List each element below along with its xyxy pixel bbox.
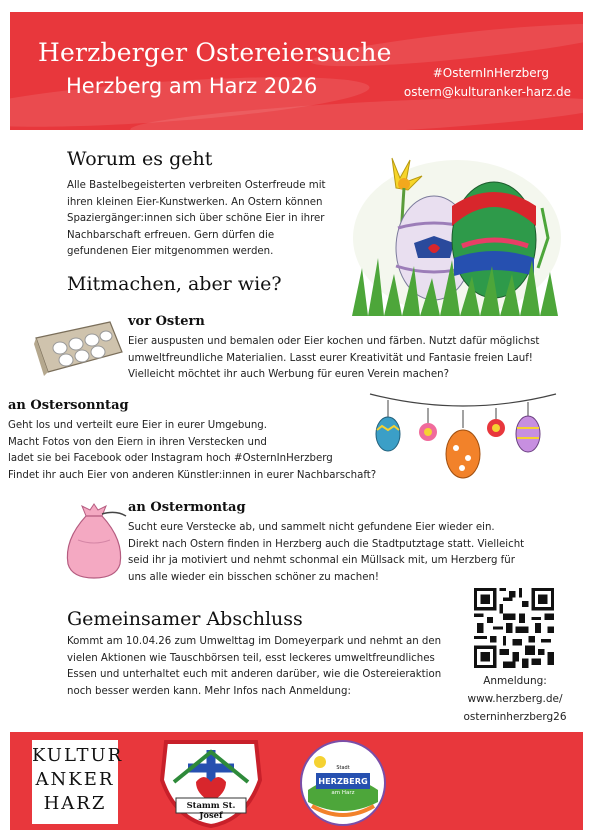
heading-ostermontag: an Ostermontag bbox=[128, 500, 246, 515]
flyer-subtitle: Herzberg am Harz 2026 bbox=[66, 74, 318, 98]
section-heading-abschluss: Gemeinsamer Abschluss bbox=[67, 608, 303, 630]
header-banner bbox=[10, 12, 583, 130]
section-heading-mitmachen: Mitmachen, aber wie? bbox=[67, 273, 282, 295]
flyer-title: Herzberger Ostereiersuche bbox=[38, 38, 392, 67]
registration-url-path[interactable]: osterninherzberg26 bbox=[463, 711, 567, 723]
abschluss-text: Kommt am 10.04.26 zum Umwelttag im Domeyerpark und nehmt an den vielen Aktionen wie Tauschbörsen teil, esst leckeres umweltfreundliches Essen und unterhaltet euch mit anderen darüber, wie die Ostereieraktion noch besser werden kann. Mehr Infos nach Anmeldung: bbox=[67, 636, 442, 697]
qr-code[interactable] bbox=[474, 588, 554, 668]
footer-banner bbox=[10, 732, 583, 830]
heading-vor-ostern: vor Ostern bbox=[128, 314, 205, 329]
egg-carton-icon bbox=[32, 318, 124, 378]
worum-text: Alle Bastelbegeisterten verbreiten Osterfreude mit ihren kleinen Eier-Kunstwerken. An Ostern können Spaziergänger:innen sich über schöne Eier in ihrer Nachbarschaft erfreuen. Gern dürfen die gefundenen Eier mitgenommen werden. bbox=[67, 180, 326, 258]
stamm-st-josef-logo: Stamm St. Josef bbox=[156, 736, 266, 828]
ostermontag-text: Sucht eure Verstecke ab, und sammelt nicht gefundene Eier wieder ein. Direkt nach Ostern finden in Herzberg auch die Stadtputztage statt. Vielleicht seid ihr ja motiviert und nehmt schonmal ein Müllsack mit, um Herzberg für uns alle wieder ein bisschen schöner zu machen! bbox=[128, 522, 525, 583]
registration-info: Anmeldung: www.herzberg.de/ osterninherzberg26 bbox=[452, 672, 578, 726]
herzberg-klimaschutz-logo: Stadt HERZBERG am Harz bbox=[300, 740, 386, 826]
vor-ostern-text: Eier auspusten und bemalen oder Eier kochen und färben. Nutzt dafür möglichst umweltfreundliche Materialien. Lasst eurer Kreativität und Fantasie freien Lauf! Vielleicht möchtet ihr auch Werbung für euren Verein machen? bbox=[128, 336, 540, 381]
trash-bag-icon bbox=[58, 500, 130, 580]
ostersonntag-text: Geht los und verteilt eure Eier in eurer Umgebung. Macht Fotos von den Eiern in ihren Verstecken und ladet sie bei Facebook oder Instagram hoch #OsternInHerzberg Findet ihr auch Eier von anderen Künstler:innen in eurer Nachbarschaft? bbox=[8, 420, 377, 481]
hanging-eggs-garland bbox=[368, 388, 558, 488]
heading-ostersonntag: an Ostersonntag bbox=[8, 398, 129, 413]
hashtag: #OsternInHerzberg bbox=[432, 66, 549, 80]
easter-eggs-illustration bbox=[352, 148, 562, 318]
section-heading-worum: Worum es geht bbox=[67, 148, 213, 170]
email-link[interactable]: ostern@kulturanker-harz.de bbox=[403, 85, 571, 99]
kulturanker-logo: KULTUR ANKER HARZ bbox=[32, 740, 118, 824]
registration-url[interactable]: www.herzberg.de/ bbox=[467, 693, 563, 705]
